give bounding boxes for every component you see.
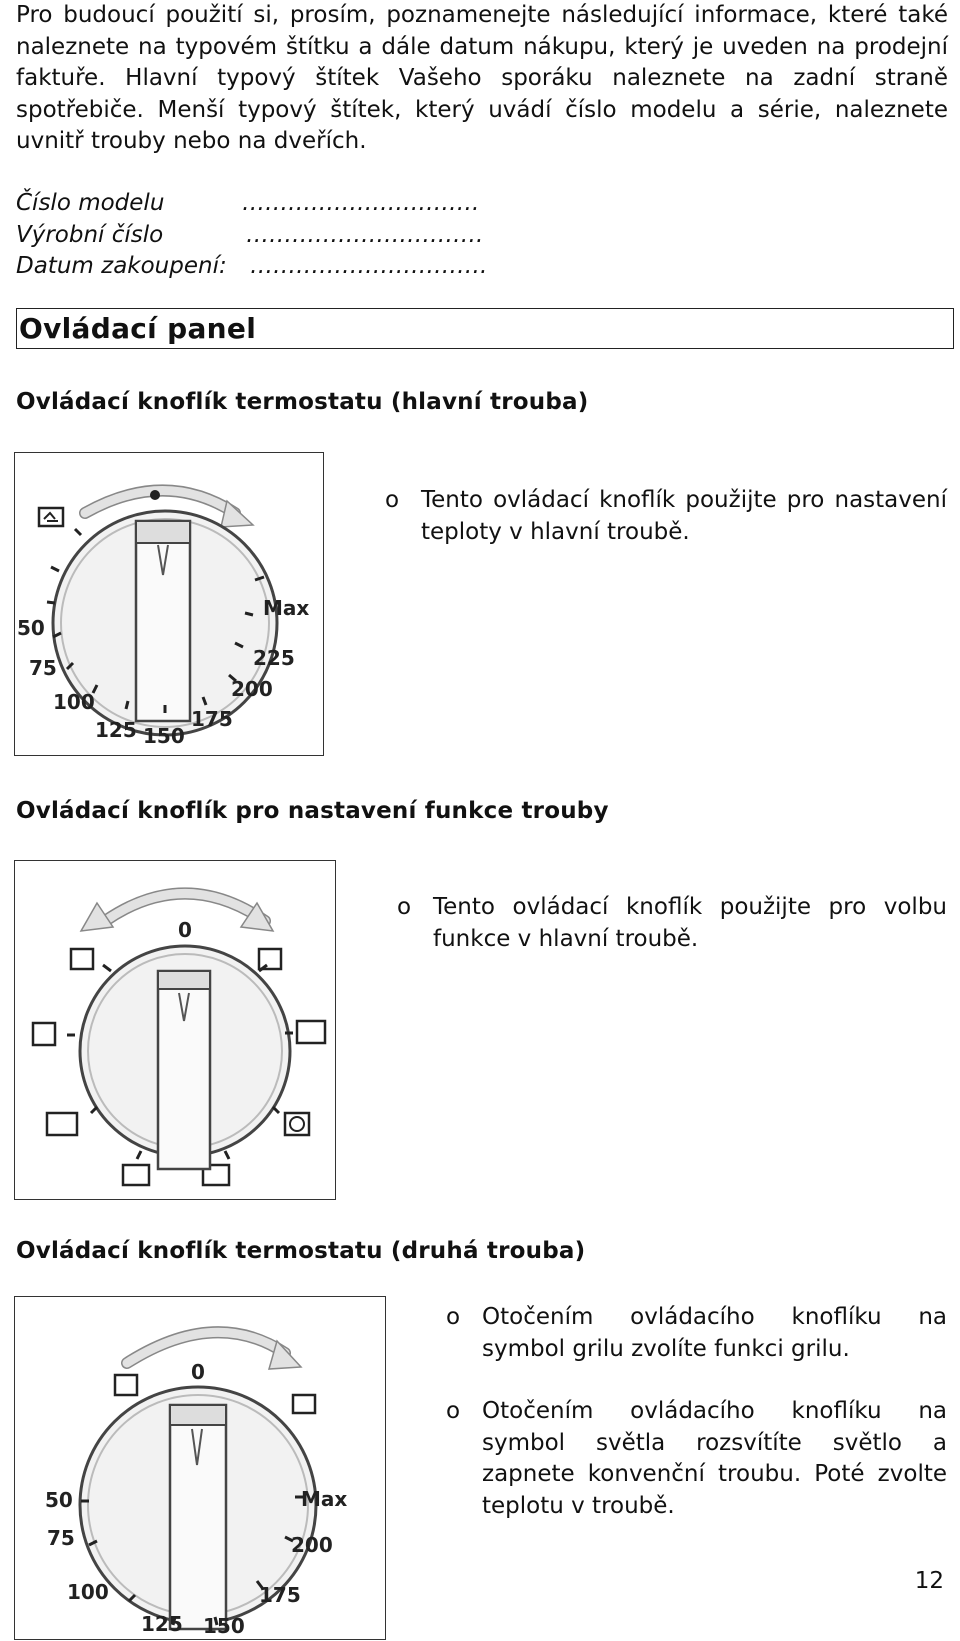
thermostat-second-dial-drawing <box>15 1297 387 1641</box>
conventional-icon <box>47 1113 77 1135</box>
dial-label-200: 200 <box>231 677 273 701</box>
field-blank: …………………………. <box>246 221 484 248</box>
fan-icon <box>71 949 93 969</box>
bullet-mark: o <box>385 487 400 513</box>
thermostat-second-dial-figure <box>14 1296 386 1640</box>
bullet-thermostat-main <box>385 485 947 548</box>
dial-label-100: 100 <box>67 1580 109 1604</box>
field-purchase-date <box>16 251 488 283</box>
dial-label-175: 175 <box>259 1583 301 1607</box>
heading-function-knob: Ovládací knoflík pro nastavení funkce trouby <box>16 798 609 824</box>
dial-label-150: 150 <box>203 1614 245 1638</box>
bullet-mark: o <box>446 1398 461 1424</box>
heading-thermostat-second: Ovládací knoflík termostatu (druhá trouba) <box>16 1238 586 1264</box>
bullet-text: Tento ovládací knoflík použijte pro volbu funkce v hlavní troubě. <box>433 894 947 952</box>
section-title: Ovládací panel <box>19 312 257 345</box>
dial-label-50: 50 <box>17 616 45 640</box>
dial-label-150: 150 <box>143 724 185 748</box>
function-label-zero: 0 <box>178 918 192 942</box>
function-dial-figure <box>14 860 336 1200</box>
defrost-icon <box>33 1023 55 1045</box>
section-title-box <box>16 308 954 349</box>
bullet-light-function <box>446 1396 947 1522</box>
dial-label-max: Max <box>263 596 310 620</box>
light-icon <box>115 1375 137 1395</box>
grill-icon <box>259 949 281 969</box>
function-dial-drawing <box>15 861 337 1201</box>
bullet-mark: o <box>397 894 412 920</box>
heading-thermostat-main: Ovládací knoflík termostatu (hlavní trouba) <box>16 389 589 415</box>
dial-label-175: 175 <box>191 707 233 731</box>
dial-label-zero: 0 <box>191 1360 205 1384</box>
grill-icon <box>293 1395 315 1413</box>
dial-label-max: Max <box>301 1487 348 1511</box>
bullet-function-knob <box>397 892 947 955</box>
field-blank: …………………………. <box>250 253 488 279</box>
info-fields <box>16 188 488 283</box>
dial-label-50: 50 <box>45 1488 73 1512</box>
thermostat-main-dial-drawing <box>15 453 325 757</box>
dial-label-200: 200 <box>291 1533 333 1557</box>
dial-label-75: 75 <box>29 656 57 680</box>
dial-label-125: 125 <box>95 718 137 742</box>
grill-fan-icon <box>123 1165 149 1185</box>
field-blank: …………………………. <box>242 190 480 216</box>
field-model-number <box>16 188 480 220</box>
bullet-text: Tento ovládací knoflík použijte pro nastavení teploty v hlavní troubě. <box>421 487 947 545</box>
bullet-mark: o <box>446 1304 461 1330</box>
dial-label-125: 125 <box>141 1612 183 1636</box>
bullet-text: Otočením ovládacího knoflíku na symbol světla rozsvítíte světlo a zapnete konvenční troubu. Poté zvolte teplotu v troubě. <box>482 1398 947 1519</box>
intro-paragraph: Pro budoucí použití si, prosím, poznamenejte následující informace, které také naleznete na typovém štítku a dále datum nákupu, který je uveden na prodejní faktuře. Hlavní typový štítek Vašeho sporáku naleznete na zadní straně spotřebiče. Menší typový štítek, který uvádí číslo modelu a série, naleznete uvnitř trouby nebo na dveřích. <box>16 2 948 154</box>
field-label: Výrobní číslo <box>16 221 164 248</box>
field-serial-number <box>16 220 484 252</box>
dial-label-75: 75 <box>47 1526 75 1550</box>
dial-label-100: 100 <box>53 690 95 714</box>
dial-label-225: 225 <box>253 646 295 670</box>
field-label: Datum zakoupení: <box>16 253 227 279</box>
bullet-text: Otočením ovládacího knoflíku na symbol grilu zvolíte funkci grilu. <box>482 1304 947 1362</box>
page-number: 12 <box>914 1568 944 1594</box>
grill-icon <box>39 508 63 526</box>
top-heat-icon <box>297 1021 325 1043</box>
bullet-grill-function <box>446 1302 947 1365</box>
thermostat-main-dial-figure <box>14 452 324 756</box>
field-label: Číslo modelu <box>16 190 165 216</box>
